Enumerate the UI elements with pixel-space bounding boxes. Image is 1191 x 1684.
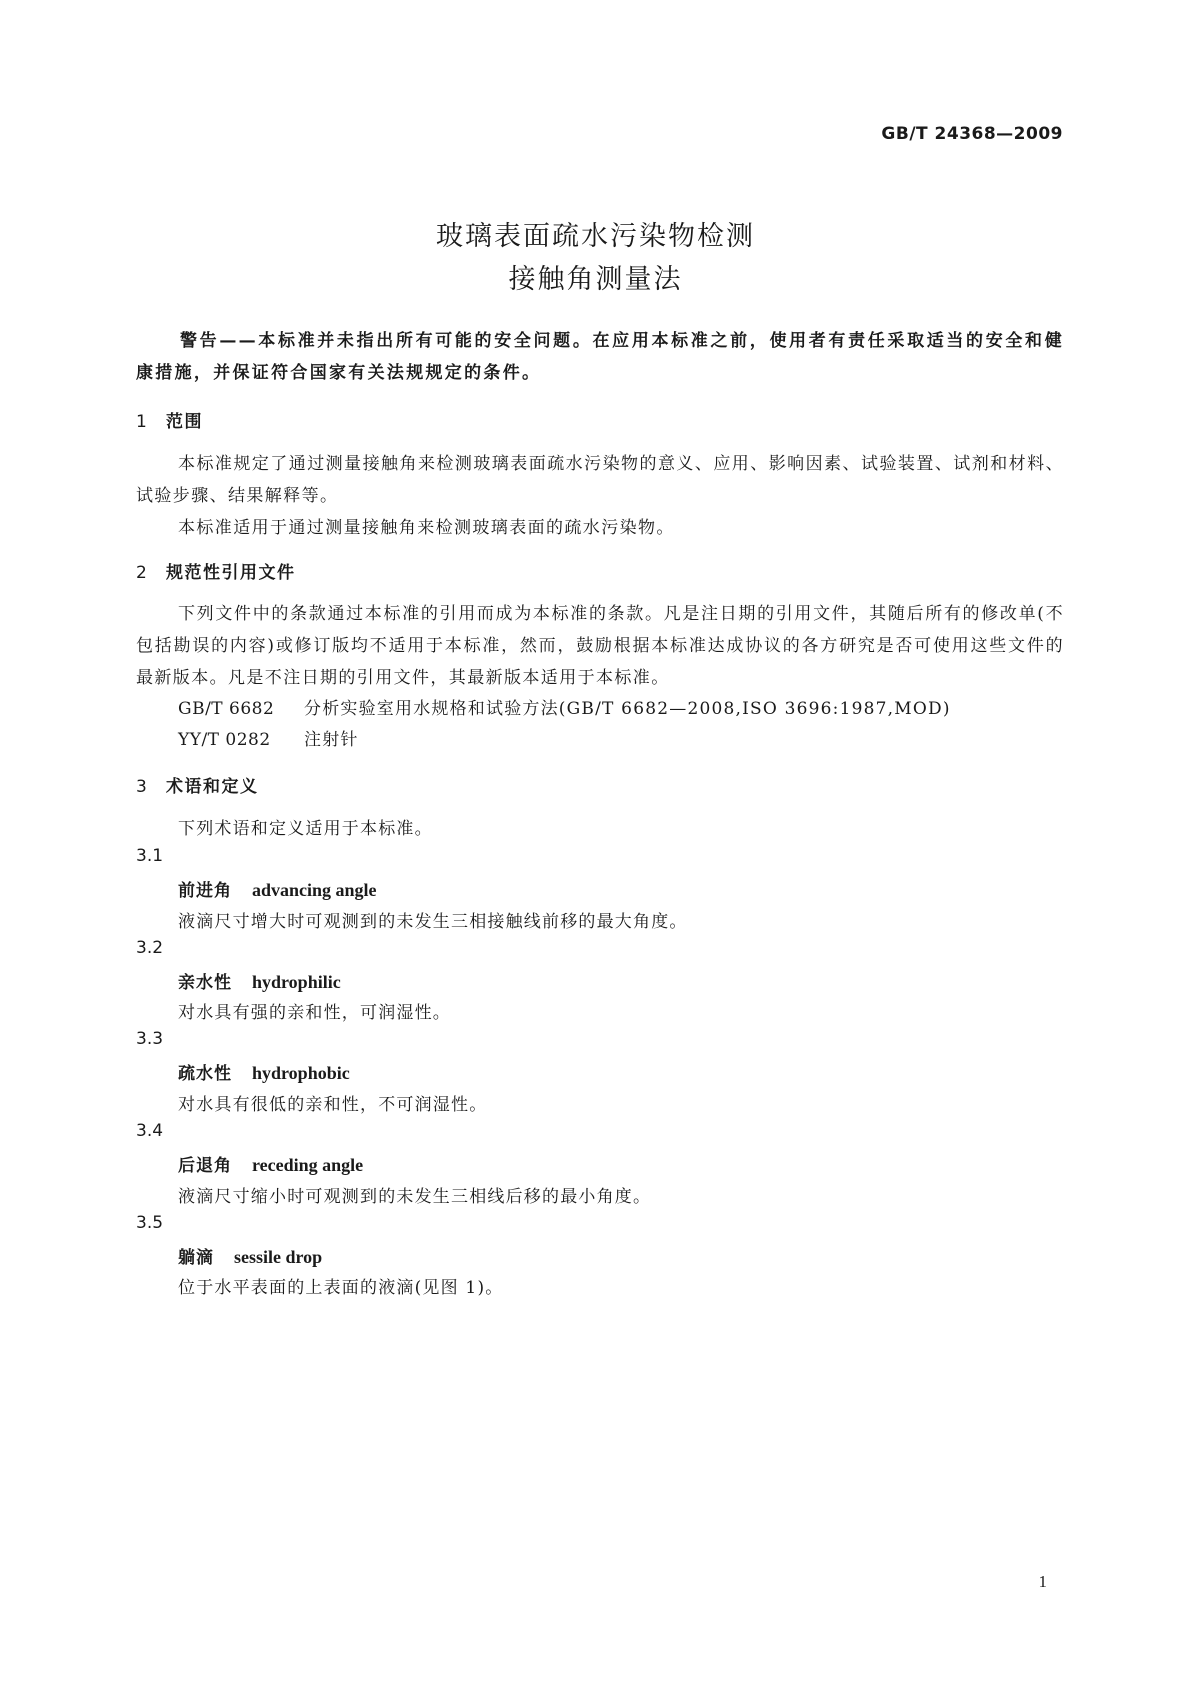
term-definition: 位于水平表面的上表面的液滴(见图 1)。 xyxy=(178,1278,504,1298)
term-heading xyxy=(178,1151,363,1176)
term-definition: 液滴尺寸缩小时可观测到的未发生三相线后移的最小角度。 xyxy=(178,1187,652,1207)
reference-code: GB/T 6682 xyxy=(178,699,275,719)
reference-title: 分析实验室用水规格和试验方法(GB/T 6682—2008,ISO 3696:1987,MOD) xyxy=(304,699,951,719)
reference-code: YY/T 0282 xyxy=(178,730,271,750)
term-definition: 对水具有强的亲和性，可润湿性。 xyxy=(178,1003,451,1023)
term-english: receding angle xyxy=(252,1155,364,1175)
term-english: hydrophilic xyxy=(252,972,341,992)
section-3-number: 3 xyxy=(136,777,149,797)
section-2-number: 2 xyxy=(136,563,149,583)
term-chinese: 亲水性 xyxy=(178,973,232,993)
reference-item xyxy=(178,725,359,750)
document-title-line2: 接触角测量法 xyxy=(508,264,683,295)
term-number: 3.4 xyxy=(136,1121,164,1141)
term-chinese: 躺滴 xyxy=(178,1248,214,1268)
term-english: sessile drop xyxy=(234,1247,323,1267)
term-heading xyxy=(178,1059,350,1084)
section-2-para-1: 下列文件中的条款通过本标准的引用而成为本标准的条款。凡是注日期的引用文件，其随后所有的修改单(不包括勘误的内容)或修订版均不适用于本标准，然而，鼓励根据本标准达成协议的各方研究是否可使用这些文件的最新版本。凡是不注日期的引用文件，其最新版本适用于本标准。 xyxy=(136,604,1064,688)
reference-item xyxy=(178,694,951,719)
section-1-heading xyxy=(136,407,203,432)
term-number: 3.3 xyxy=(136,1029,164,1049)
term-number: 3.2 xyxy=(136,938,164,958)
term-definition: 对水具有很低的亲和性，不可润湿性。 xyxy=(178,1095,488,1115)
page-number: 1 xyxy=(1038,1572,1047,1591)
term-chinese: 后退角 xyxy=(178,1156,232,1176)
section-1-para-2: 本标准适用于通过测量接触角来检测玻璃表面的疏水污染物。 xyxy=(178,518,675,538)
section-2-title: 规范性引用文件 xyxy=(166,563,296,583)
section-2-heading xyxy=(136,558,296,583)
reference-title: 注射针 xyxy=(304,730,359,750)
safety-warning: 警告——本标准并未指出所有可能的安全问题。在应用本标准之前，使用者有责任采取适当的安全和健康措施，并保证符合国家有关法规规定的条件。 xyxy=(136,331,1064,383)
section-1-para-1: 本标准规定了通过测量接触角来检测玻璃表面疏水污染物的意义、应用、影响因素、试验装置、试剂和材料、试验步骤、结果解释等。 xyxy=(136,454,1064,506)
term-english: advancing angle xyxy=(252,880,377,900)
term-english: hydrophobic xyxy=(252,1063,350,1083)
document-title-line1: 玻璃表面疏水污染物检测 xyxy=(436,221,755,252)
term-heading xyxy=(178,1243,322,1268)
section-1-title: 范围 xyxy=(166,412,203,432)
term-chinese: 前进角 xyxy=(178,881,232,901)
term-heading xyxy=(178,876,377,901)
section-3-title: 术语和定义 xyxy=(166,777,259,797)
term-definition: 液滴尺寸增大时可观测到的未发生三相接触线前移的最大角度。 xyxy=(178,912,688,932)
term-number: 3.1 xyxy=(136,846,164,866)
term-number: 3.5 xyxy=(136,1213,164,1233)
section-1-number: 1 xyxy=(136,412,149,432)
term-heading xyxy=(178,968,341,993)
standard-number: GB/T 24368—2009 xyxy=(881,124,1063,144)
term-chinese: 疏水性 xyxy=(178,1064,232,1084)
section-3-intro: 下列术语和定义适用于本标准。 xyxy=(178,819,433,839)
section-3-heading xyxy=(136,772,259,797)
